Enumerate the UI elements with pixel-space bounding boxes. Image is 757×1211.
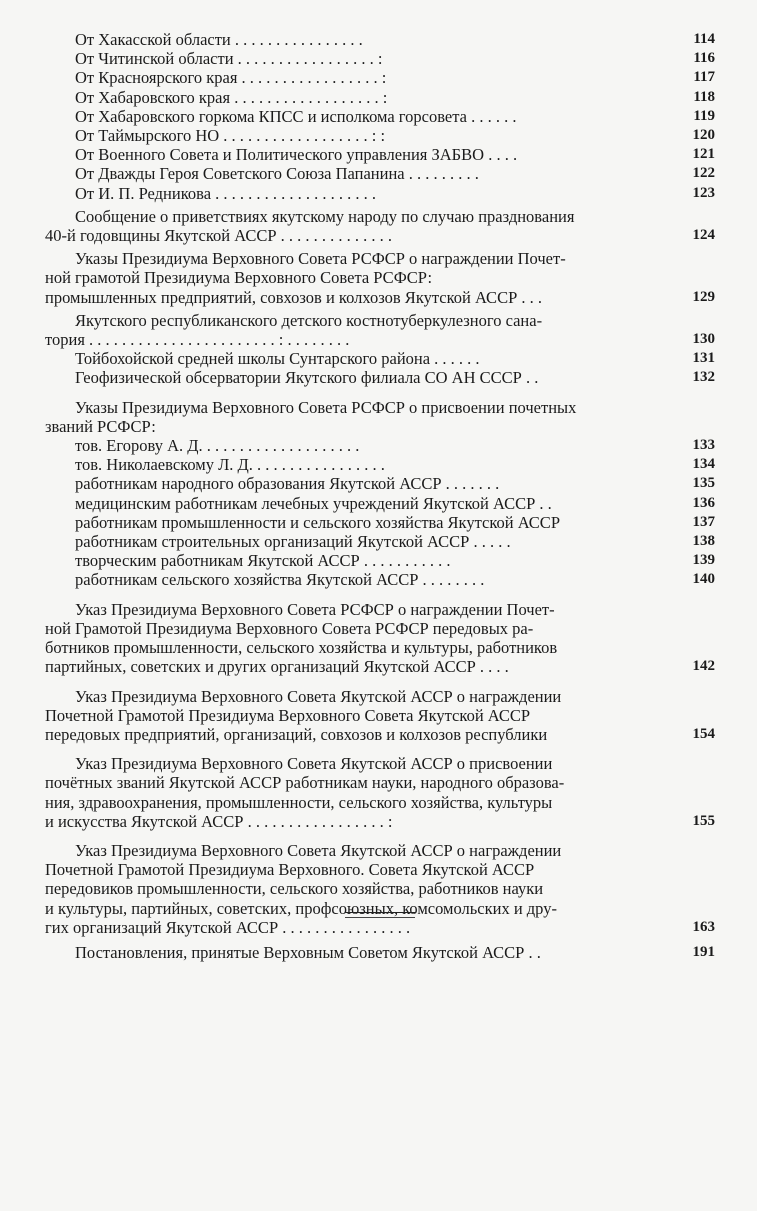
toc-entry-title: Геофизической обсерватории Якутского филиала СО АН СССР . .	[75, 368, 539, 388]
toc-entry	[45, 513, 715, 532]
toc-entry	[45, 49, 715, 68]
toc-entry	[45, 145, 715, 164]
toc-entry-title: Указ Президиума Верховного Совета Якутской АССР о присвоении почётных званий Якутской АССР работникам науки, народного образова- ния, здравоохранения, промышленности, сельского хозяйства, культуры и искусства Якутской АССР . . . . . . . . . . . . . . . . . :	[45, 754, 565, 831]
toc-page-number: 155	[692, 812, 715, 829]
toc-page-number: 121	[692, 146, 715, 163]
table-of-contents	[45, 30, 715, 962]
toc-entry	[45, 570, 715, 589]
toc-entry-title: От Хабаровского горкома КПСС и исполкома горсовета . . . . . .	[75, 106, 517, 126]
toc-entry-title: От Военного Совета и Политического управления ЗАБВО . . . .	[75, 145, 518, 165]
toc-page-number: 142	[692, 658, 715, 675]
toc-entry	[45, 349, 715, 368]
toc-entry	[45, 203, 715, 245]
toc-entry	[45, 683, 715, 745]
toc-page-number: 123	[692, 184, 715, 201]
toc-page-number: 133	[692, 437, 715, 454]
toc-entry-title: От Дважды Героя Советского Союза Папанина . . . . . . . . .	[75, 164, 479, 184]
toc-entry-title: Указы Президиума Верховного Совета РСФСР о награждении Почет- ной грамотой Президиума Верховного Совета РСФСР: промышленных предприятий, совхозов и колхозов Якутской АССР . . .	[45, 249, 566, 307]
toc-page-number: 119	[693, 107, 715, 124]
toc-entry	[45, 750, 715, 831]
toc-page-number: 138	[692, 533, 715, 550]
toc-entry-title: От Хакасской области . . . . . . . . . . . . . . . .	[75, 30, 363, 49]
toc-page-number: 136	[692, 494, 715, 511]
toc-page-number: 139	[692, 552, 715, 569]
toc-entry	[45, 164, 715, 183]
toc-entry	[45, 596, 715, 677]
toc-entry	[45, 184, 715, 203]
toc-page-number: 131	[692, 350, 715, 367]
toc-entry	[45, 551, 715, 570]
toc-page-number: 117	[693, 69, 715, 86]
toc-entry-title: работникам сельского хозяйства Якутской АССР . . . . . . . .	[75, 570, 485, 590]
toc-page-number: 122	[692, 165, 715, 182]
toc-page-number: 140	[692, 571, 715, 588]
toc-entry	[45, 88, 715, 107]
toc-entry-title: Указ Президиума Верховного Совета Якутской АССР о награждении Почетной Грамотой Президиума Верховного Совета Якутской АССР передовых предприятий, организаций, совхозов и колхозов республики	[45, 686, 562, 744]
toc-page-number: 134	[692, 456, 715, 473]
toc-entry-title: тов. Николаевскому Л. Д. . . . . . . . . . . . . . . . .	[75, 455, 385, 475]
toc-entry	[45, 68, 715, 87]
toc-page-number: 154	[692, 725, 715, 742]
toc-entry-title: От Читинской области . . . . . . . . . . . . . . . . . :	[75, 49, 383, 69]
toc-entry-title: медицинским работникам лечебных учреждений Якутской АССР . .	[75, 493, 552, 513]
toc-entry	[45, 943, 715, 962]
toc-entry-title: работникам строительных организаций Якутской АССР . . . . .	[75, 532, 511, 552]
toc-entry-title: От Красноярского края . . . . . . . . . . . . . . . . . :	[75, 68, 387, 88]
toc-entry-title: От Таймырского НО . . . . . . . . . . . . . . . . . . : :	[75, 126, 386, 146]
toc-entry-title: Указ Президиума Верховного Совета Якутской АССР о награждении Почетной Грамотой Президиума Верховного. Совета Якутской АССР передовиков промышленности, сельского хозяйства, работников науки и культуры, партийных, советских, профсоюзных, комсомольских и дру- гих организаций Якутской АССР . . . . . . . . . . . . . . . .	[45, 840, 562, 937]
toc-entry-title: Указы Президиума Верховного Совета РСФСР о присвоении почетных званий РСФСР:	[45, 397, 577, 436]
toc-entry	[45, 368, 715, 387]
toc-entry	[45, 245, 715, 307]
toc-entry-title: работникам народного образования Якутской АССР . . . . . . .	[75, 474, 500, 494]
toc-entry-title: Указ Президиума Верховного Совета РСФСР о награждении Почет- ной Грамотой Президиума Верховного Совета РСФСР передовых ра- ботников промышленности, сельского хозяйства и культуры, работников партийных, советских и других организаций Якутской АССР . . . .	[45, 599, 558, 677]
toc-entry	[45, 436, 715, 455]
toc-entry-title: От Хабаровского края . . . . . . . . . . . . . . . . . . :	[75, 87, 388, 107]
toc-page-number: 116	[693, 50, 715, 67]
toc-page-number: 163	[692, 918, 715, 935]
toc-page-number: 118	[693, 88, 715, 105]
toc-entry	[45, 494, 715, 513]
toc-entry	[45, 837, 715, 937]
toc-entry-title: творческим работникам Якутской АССР . . . . . . . . . . .	[75, 551, 451, 571]
toc-entry	[45, 30, 715, 49]
toc-entry-title: Тойбохойской средней школы Сунтарского района . . . . . .	[75, 349, 480, 369]
toc-page-number: 137	[692, 513, 715, 530]
toc-page-number: 130	[692, 331, 715, 348]
toc-entry-title: Постановления, принятые Верховным Советом Якутской АССР . .	[75, 942, 541, 962]
toc-entry-title: тов. Егорову А. Д. . . . . . . . . . . . . . . . . . . .	[75, 436, 360, 456]
toc-entry	[45, 455, 715, 474]
toc-entry	[45, 307, 715, 349]
toc-entry	[45, 126, 715, 145]
toc-page-number: 129	[692, 288, 715, 305]
toc-page-number: 135	[692, 475, 715, 492]
toc-entry	[45, 474, 715, 493]
toc-page-number: 124	[692, 227, 715, 244]
end-rule-top	[345, 912, 415, 913]
toc-entry-title: От И. П. Редникова . . . . . . . . . . . . . . . . . . . .	[75, 183, 377, 203]
toc-page-number: 114	[693, 31, 715, 47]
toc-entry-title: Якутского республиканского детского костнотуберкулезного сана- тория . . . . . . . . . . . . . . . . . . . . . . . : . . . . . . . .	[45, 310, 543, 350]
toc-entry	[45, 394, 715, 436]
toc-entry-title: работникам промышленности и сельского хозяйства Якутской АССР	[75, 512, 560, 532]
toc-entry	[45, 532, 715, 551]
toc-page-number: 132	[692, 369, 715, 386]
end-rule-bottom	[345, 917, 415, 918]
toc-entry-title: Сообщение о приветствиях якутскому народу по случаю празднования 40-й годовщины Якутской АССР . . . . . . . . . . . . . .	[45, 206, 575, 246]
toc-page-number: 191	[692, 943, 715, 960]
toc-page-number: 120	[692, 127, 715, 144]
toc-entry	[45, 107, 715, 126]
